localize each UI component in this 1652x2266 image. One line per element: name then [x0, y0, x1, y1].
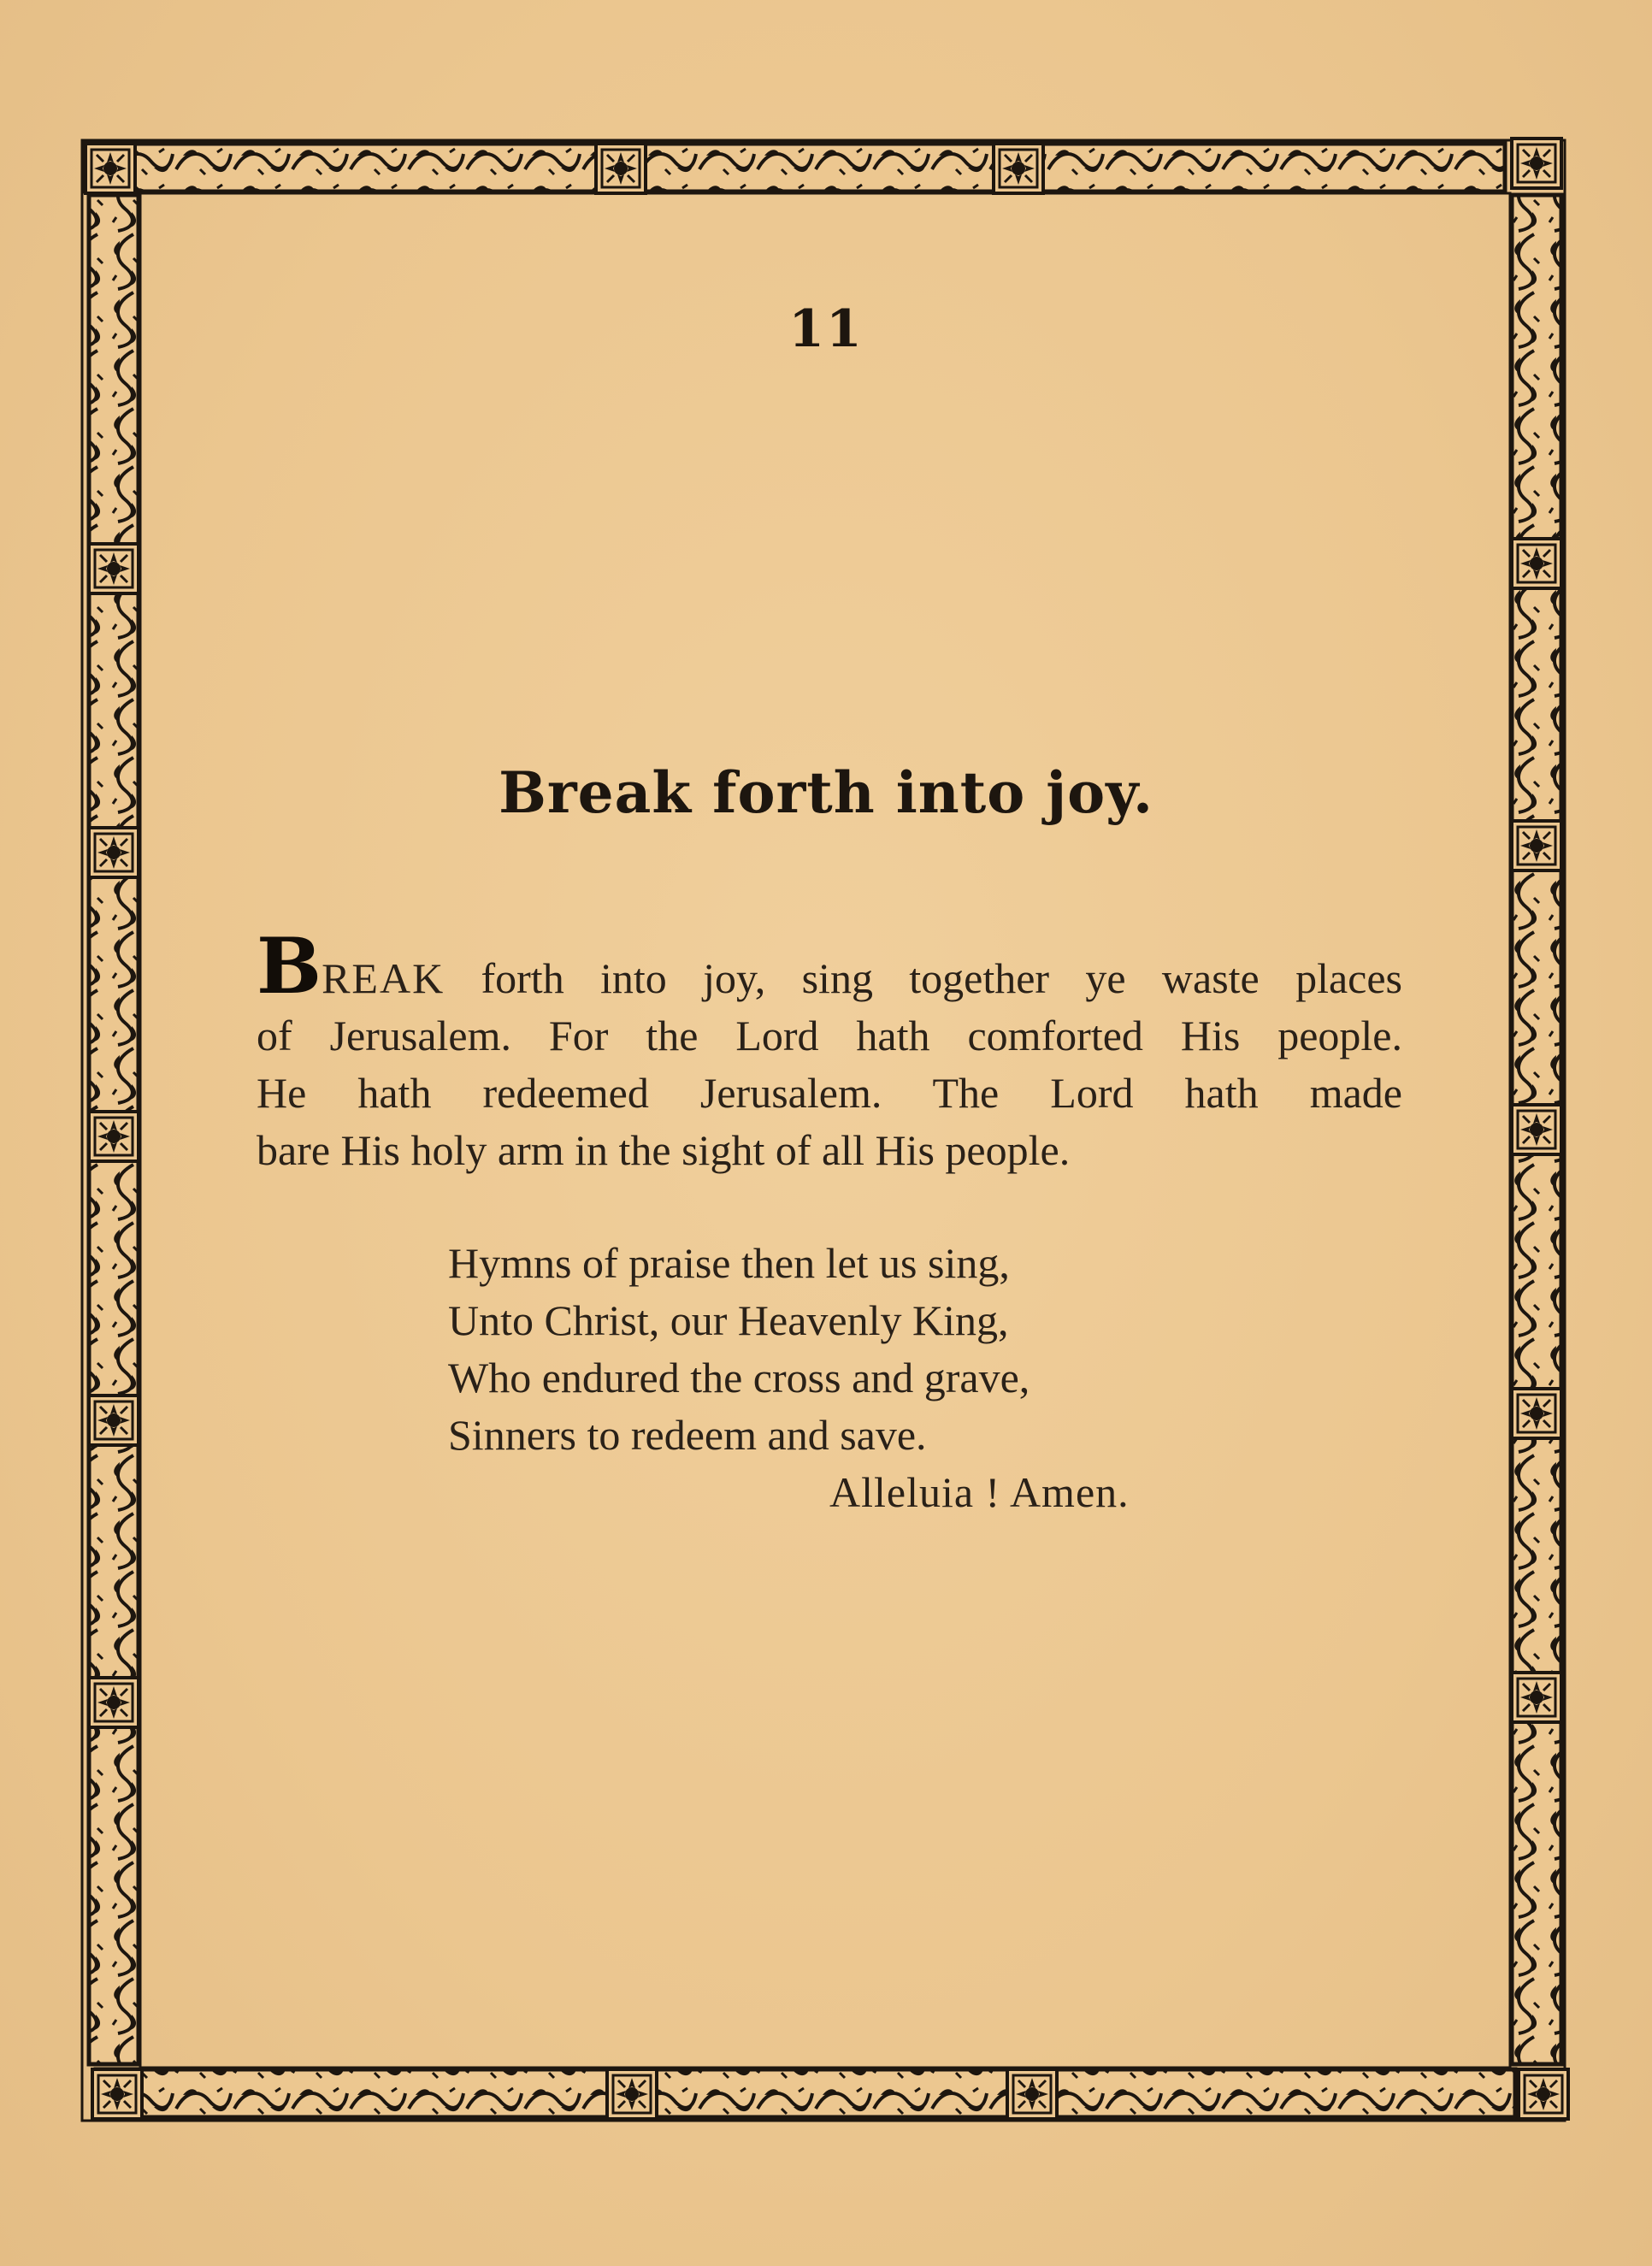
verse-line-1: Hymns of praise then let us sing, [448, 1239, 1010, 1287]
hymn-verse [448, 1235, 1130, 1521]
page-number: 11 [788, 299, 864, 359]
verse-line-4: Sinners to redeem and save. [448, 1411, 927, 1459]
verse-line-3: Who endured the cross and grave, [448, 1354, 1030, 1401]
prose-line-2: of Jerusalem. For the Lord hath comforted His people. [257, 1012, 1402, 1059]
verse-closing: Alleluia ! Amen. [829, 1468, 1130, 1516]
prose-line-3: He hath redeemed Jerusalem. The Lord hath made [257, 1069, 1402, 1117]
prose-line-1 [257, 921, 1402, 1012]
verse-line-2: Unto Christ, our Heavenly King, [448, 1296, 1009, 1344]
prose-line-text: forth into joy, sing together ye waste places [445, 954, 1402, 1002]
prose-line-4: bare His holy arm in the sight of all His people. [257, 1126, 1071, 1174]
lead-word: REAK [322, 954, 445, 1002]
page-title: Break forth into joy. [499, 759, 1153, 826]
prose-paragraph [257, 921, 1402, 1179]
drop-cap: B [257, 921, 322, 1012]
